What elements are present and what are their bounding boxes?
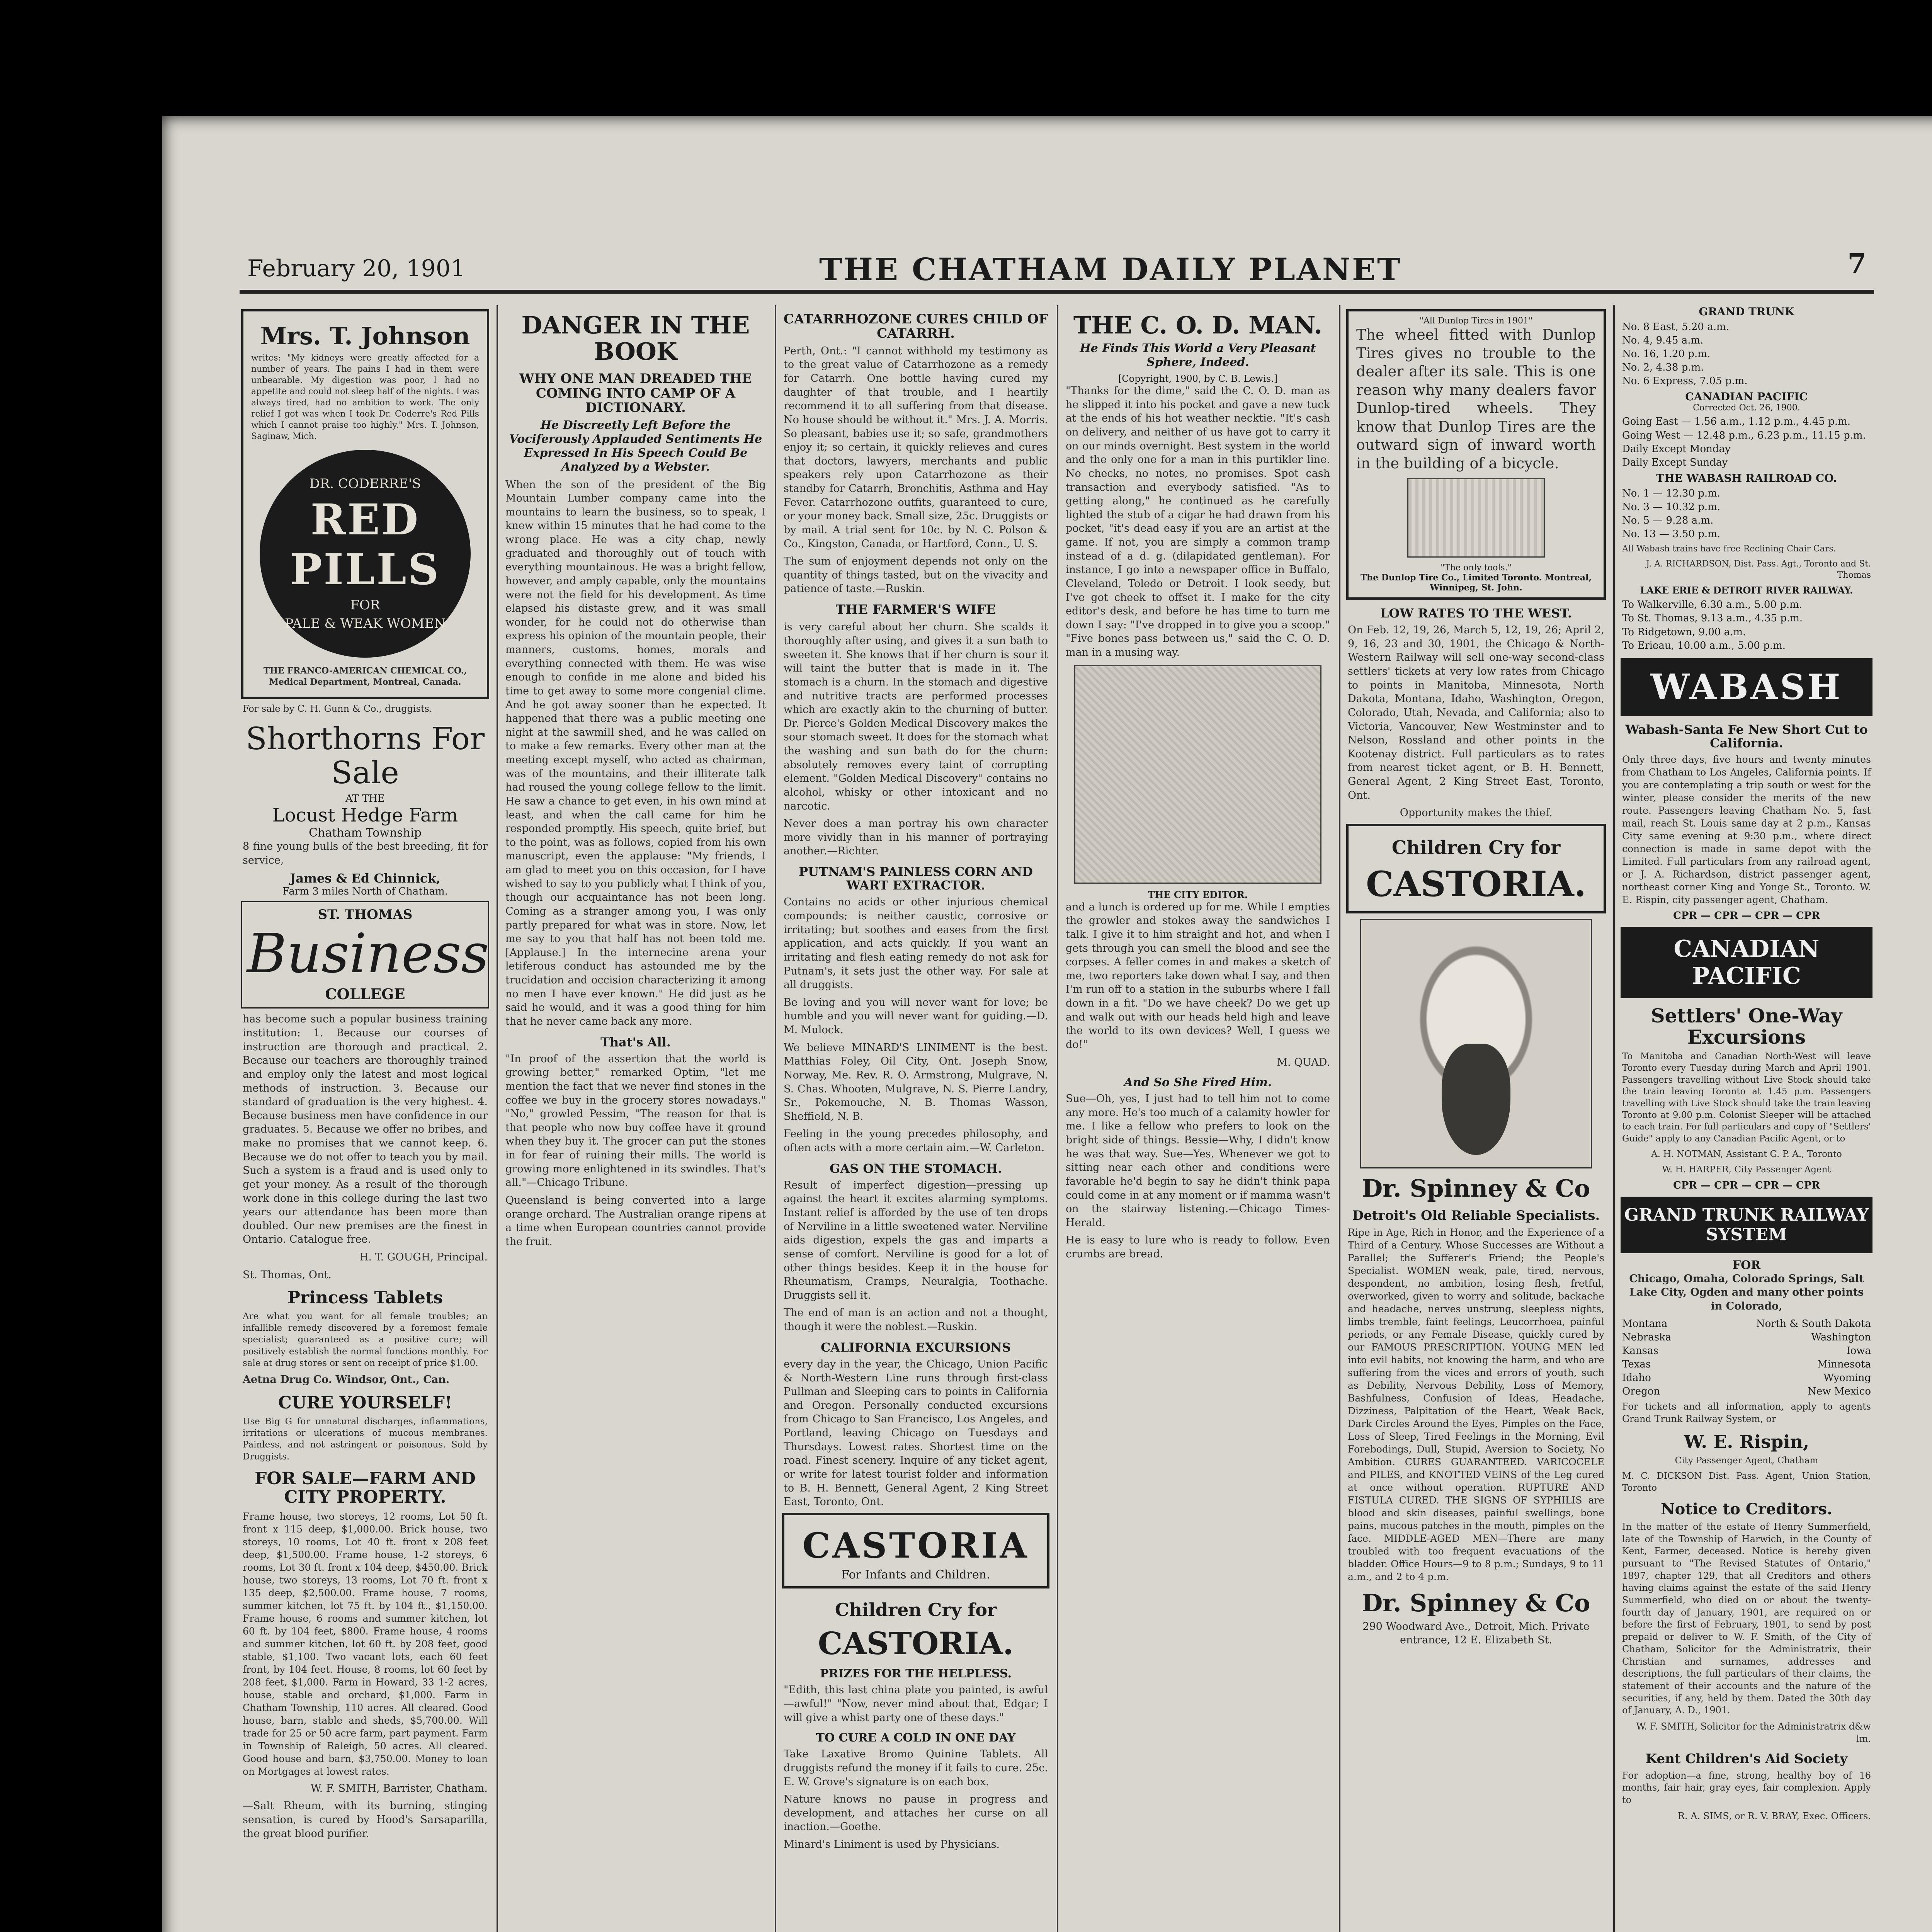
low-rates-text: On Feb. 12, 19, 26, March 5, 12, 19, 26; April 2, 9, 16, 23 and 30, 1901, the Chicago & North-Western Railway will sell one-way second-class settlers' tickets at very low rates from Chicago to points in Manitoba, Minnesota, North Dakota, Montana, Idaho, Washington, Oregon, Colorado, Utah, Nevada, and California; also to Victoria, Vancouver, New Westminster and to Nelson, Rossland and other points in the Kootenay district. Full particulars as to rates from nearest ticket agent, or B. H. Bennett, General Agent, 2 King Street East, Toronto, Ont.	[1348, 624, 1604, 801]
notice-creditors-title: Notice to Creditors.	[1661, 1500, 1832, 1519]
tablets-text: Are what you want for all female troubles; an infallible remedy discovered by a foremost female specialist; guaranteed as a positive cure; will positively establish the normal functions monthly. For sale at drug stores or sent on receipt of price $1.00.	[243, 1311, 488, 1369]
state-left: Montana	[1622, 1318, 1668, 1330]
wabash-note: All Wabash trains have free Reclining Chair Cars.	[1622, 544, 1836, 554]
wabash-logo: WABASH	[1621, 658, 1872, 716]
forsale-title: FOR SALE—FARM AND CITY PROPERTY.	[255, 1468, 476, 1507]
prizes-text: "Edith, this last china plate you painted, is awful—awful!" "Now, never mind about that, Edgar; I will give a whist party one of these days."	[784, 1684, 1048, 1724]
putnam-text: Contains no acids or other injurious chemical compounds; is neither caustic, corrosive or irritating; but soothes and eases from the first application, and acts quickly. If you want an irritating and flesh eating remedy do not ask for Putnam's, it sets just the other way. For sale at all druggists.	[784, 896, 1048, 991]
state-left: Idaho	[1622, 1372, 1651, 1384]
settlers-text: To Manitoba and Canadian North-West will leave Toronto every Tuesday during March and April 1901. Passengers travelling without Live Stock should take the train leaving Toronto at 1.45 p.m. Passengers travelling with Live Stock should take the train leaving Toronto at 9.00 p.m. Colonist Sleeper will be attached to each train. For full particulars and copy of "Settlers' Guide" apply to any Canadian Pacific Agent, or to	[1622, 1051, 1871, 1144]
forsale-sign: W. F. SMITH, Barrister, Chatham.	[310, 1782, 488, 1794]
johnson-text: writes: "My kidneys were greatly affected for a number of years. The pains I had in them were unbearable. My digestion was poor, I had no appetite and could not sleep half of the nights. I was always tired, had no ambition to work. The only relief I got was when I took Dr. Coderre's Red Pills which I cannot praise too highly." Mrs. T. Johnson, Saginaw, Mich.	[251, 353, 479, 442]
city-editor-caption: THE CITY EDITOR.	[1148, 889, 1248, 900]
column-6	[1619, 305, 1874, 1932]
red-pills-company: THE FRANCO-AMERICAN CHEMICAL CO., Medical Department, Montreal, Canada.	[263, 666, 467, 687]
lake-row: To Ridgetown, 9.00 a.m.	[1622, 626, 1746, 638]
state-right: Minnesota	[1817, 1358, 1871, 1370]
putnam-title: PUTNAM'S PAINLESS CORN AND WART EXTRACTOR.	[799, 864, 1033, 893]
mulock-quote: Be loving and you will never want for love; be humble and you will never want for guiding.—D. M. Mulock.	[784, 996, 1048, 1036]
state-row	[1622, 1358, 1871, 1371]
settlers-agent-1: A. H. NOTMAN, Assistant G. P. A., Toronto	[1651, 1149, 1842, 1159]
cp-row: Daily Except Sunday	[1622, 456, 1728, 468]
state-left: Nebraska	[1622, 1331, 1672, 1343]
spinney-subtitle: Detroit's Old Reliable Specialists.	[1352, 1208, 1600, 1223]
wabash-shortcut: Wabash-Santa Fe New Short Cut to California.	[1625, 722, 1868, 750]
red-pills-main: RED PILLS	[290, 495, 440, 595]
children-cry-label-2: Children Cry for	[1391, 837, 1561, 859]
cpr-border-2: CPR — CPR — CPR — CPR	[1673, 1179, 1820, 1191]
gt-row: No. 4, 9.45 a.m.	[1622, 335, 1704, 347]
ruskin-quote-2: The end of man is an action and not a thought, though it were the noblest.—Ruskin.	[784, 1307, 1048, 1333]
college-place: St. Thomas, Ont.	[243, 1269, 332, 1281]
state-row	[1622, 1371, 1871, 1385]
tablets-title: Princess Tablets	[287, 1288, 443, 1308]
page-number: 7	[1847, 247, 1866, 279]
shorthorns-farm: Locust Hedge Farm	[272, 804, 458, 827]
lake-erie-timetable	[1622, 598, 1871, 652]
state-row	[1622, 1331, 1871, 1344]
wabash-text: Only three days, five hours and twenty minutes from Chatham to Los Angeles, California points. If you are contemplating a trip south or west for the winter, please consider the merits of the new route. Passengers leaving Chatham No. 5, fast mail, reach St. Louis same day at 2 p.m., Kansas City same evening at 9:30 p.m., where direct connection is made in same depot with the Limited. Full particulars from any railroad agent, or J. A. Richardson, district passenger agent, northeast corner King and Yonge St., Toronto. W. E. Rispin, city passenger agent, Chatham.	[1622, 754, 1871, 906]
state-right: Iowa	[1846, 1345, 1871, 1357]
dunlop-company: The Dunlop Tire Co., Limited Toronto. Montreal, Winnipeg, St. John.	[1360, 573, 1592, 593]
red-pills-logo	[260, 450, 471, 658]
carleton-quote: Feeling in the young precedes philosophy, and often acts with a more certain aim.—W. Carleton.	[784, 1128, 1048, 1154]
gt-timetable-head: GRAND TRUNK	[1699, 305, 1794, 318]
column-1	[240, 305, 491, 1932]
danger-deck: He Discreetly Left Before the Vociferously Applauded Sentiments He Expressed In His Speech Could Be Analyzed by a Webster.	[509, 418, 762, 474]
johnson-title: Mrs. T. Johnson	[260, 322, 470, 350]
farmers-wife-text: is very careful about her churn. She scalds it thoroughly after using, and gives it a sun bath to sweeten it. She knows that if her churn is sour it will taint the butter that is made in it. The stomach is a churn. In the stomach and digestive and nutritive tracts are performed processes which are exactly akin to the churning of butter. Dr. Pierce's Golden Medical Discovery makes the sour stomach sweet. It does for the stomach what the washing and sun bath do for the churn: absolutely removes every taint of corrupting element. "Golden Medical Discovery" contains no alcohol, whisky or other intoxicant and no narcotic.	[784, 621, 1048, 812]
childrens-aid-title: Kent Children's Aid Society	[1645, 1751, 1848, 1767]
gas-title: GAS ON THE STOMACH.	[829, 1161, 1002, 1176]
thats-all-title: That's All.	[600, 1034, 671, 1049]
farmers-wife-title: THE FARMER'S WIFE	[835, 602, 996, 618]
richter-quote: Never does a man portray his own character more vividly than in his manner of portraying another.—Richter.	[784, 818, 1048, 857]
cod-sign: M. QUAD.	[1277, 1056, 1330, 1068]
column-5	[1345, 305, 1607, 1932]
wabash-agent: J. A. RICHARDSON, Dist. Pass. Agt., Toronto and St. Thomas	[1646, 559, 1871, 580]
wabash-row: No. 5 — 9.28 a.m.	[1622, 515, 1714, 527]
low-rates-title: LOW RATES TO THE WEST.	[1380, 606, 1572, 621]
red-pills-bottom: PALE & WEAK WOMEN	[284, 616, 446, 632]
catarrh-title: CATARRHOZONE CURES CHILD OF CATARRH.	[783, 311, 1048, 342]
shorthorns-text: 8 fine young bulls of the best breeding, fit for service,	[243, 840, 488, 866]
wabash-timetable	[1622, 487, 1871, 541]
cp-row: Going East — 1.56 a.m., 1.12 p.m., 4.45 p.m.	[1622, 416, 1851, 428]
opportunity-text: Opportunity makes the thief.	[1400, 807, 1553, 819]
castoria-2: CASTORIA.	[818, 1625, 1014, 1662]
shorthorns-ad	[240, 722, 491, 897]
canadian-pacific-logo: CANADIAN PACIFIC	[1621, 927, 1872, 998]
grand-trunk-logo: GRAND TRUNK RAILWAY SYSTEM	[1621, 1197, 1872, 1253]
childrens-aid-text: For adoption—a fine, strong, healthy boy of 16 months, fair hair, gray eyes, fair complexion. Apply to	[1622, 1770, 1871, 1805]
gtr-info: For tickets and all information, apply to agents Grand Trunk Railway System, or	[1622, 1401, 1871, 1424]
column-2	[502, 305, 769, 1932]
red-pills-sale: For sale by C. H. Gunn & Co., druggists.	[243, 703, 432, 714]
red-pills-top: DR. CODERRE'S	[309, 476, 421, 492]
cure-cold-title: TO CURE A COLD IN ONE DAY	[816, 1731, 1016, 1745]
state-row	[1622, 1317, 1871, 1331]
cp-row: Going West — 12.48 p.m., 6.23 p.m., 11.15 p.m.	[1622, 429, 1866, 441]
gt-row: No. 2, 4.38 p.m.	[1622, 362, 1704, 374]
newspaper-title: THE CHATHAM DAILY PLANET	[819, 251, 1402, 287]
dunlop-tools: "The only tools."	[1440, 563, 1512, 573]
column-4	[1063, 305, 1333, 1932]
castoria-ad	[782, 1513, 1049, 1588]
gtr-for: FOR	[1732, 1258, 1761, 1272]
dunlop-head: "All Dunlop Tires in 1901"	[1419, 316, 1533, 326]
state-row	[1622, 1385, 1871, 1398]
shorthorns-at: AT THE	[345, 793, 385, 805]
shorthorns-town: Chatham Township	[309, 826, 422, 840]
danger-title: DANGER IN THE BOOK	[521, 311, 750, 366]
lake-row: To Erieau, 10.00 a.m., 5.00 p.m.	[1622, 639, 1786, 651]
minard-physicians: Minard's Liniment is used by Physicians.	[784, 1838, 1000, 1851]
college-text: has become such a popular business training institution: 1. Because our courses of instruction are thorough and practical. 2. Because our teachers are thoroughly trained and employ only the latest and most logical methods of instruction. 3. Because our standard of graduation is the very highest. 4. Because business men have confidence in our graduates. 5. Because we offer no bribes, and make no promises that we cannot keep. 6. Because we do not offer to teach you by mail. Such a system is a fraud and is used only to get your money. As a result of the thorough work done in this college during the last two years our attendance has been more than doubled. Our new premises are the finest in Ontario. Catalogue free.	[243, 1013, 488, 1246]
cp-row: Daily Except Monday	[1622, 443, 1731, 455]
newspaper-sheet	[162, 116, 1932, 1932]
cure-yourself-text: Use Big G for unnatural discharges, inflammations, irritations or ulcerations of mucous membranes. Painless, and not astringent or poisonous. Sold by Druggists.	[243, 1416, 488, 1462]
state-row	[1622, 1344, 1871, 1358]
column-rule	[775, 305, 776, 1932]
gt-timetable	[1622, 320, 1871, 388]
masthead	[240, 243, 1874, 294]
wabash-row: No. 1 — 12.30 p.m.	[1622, 487, 1721, 499]
danger-body: When the son of the president of the Big Mountain Lumber company came into the mountains to learn the business, so to speak, I knew within 15 minutes that he had come to the wrong place. He was a city chap, newly graduated and thoroughly out of touch with everything mountainous. He was a bright fellow, however, and amply capable, only the mountains were not the field for his development. As time elapsed his distaste grew, and it was small wonder, for he could not do otherwise than express his opinion of the mountain people, their manners, customs, homes, morals and everything connected with them. He was wise enough to confide in me alone and bided his time to get away to some more congenial clime. And he got away sooner than he expected. It happened that there was a public meeting one night at the sawmill shed, and he was called on to make a few remarks. Every other man at the meeting except myself, who acted as chairman, was of the mountains, and their illiterate talk had roused the young college fellow to the limit. He saw a chance to get even, in his own mind at least, and when the call came for him he responded promptly. His speech, quite brief, but to the point, was as follows, copied from his own manuscript, even the applause: "My friends, I am glad to meet you on this occasion, for I have wished to say to you publicly what I think of you, though our acquaintance has not been long. Coming as a stranger among you, I was only partly prepared for what was in store. Now, let me say to you that half has not been told me. [Applause.] In the internecine arena your letiferous conduct has astounded me by the trucidation and occision characterizing it among no men I have ever known." He did just as he said he would, and it was a good thing for him that he never came back any more.	[505, 478, 766, 1027]
state-left: Texas	[1622, 1358, 1651, 1370]
cod-copyright: [Copyright, 1900, by C. B. Lewis.]	[1118, 373, 1278, 384]
gtr-dickson: M. C. DICKSON Dist. Pass. Agent, Union Station, Toronto	[1622, 1471, 1871, 1493]
cod-body: "Thanks for the dime," said the C. O. D. man as he slipped it into his pocket and gave a new tuck at the ends of his hot weather necktie. "It's cash on delivery, and neither of us have got to carry it on our minds overnight. Best system in the world and the only one for a man in this purtikler line. No checks, no notes, no promises. Spot cash transaction and everybody satisfied. "As to getting along," he continued as he carefully lighted the stub of a cigar he had drawn from his pocket, "it's dead easy if you are an artist at the game. If not, you are simply a common tramp instead of a d. g. (dilapidated gentleman). For instance, I go into a newspaper office in Buffalo, Cleveland, Toledo or Detroit. I look seedy, but I've got cheek to offset it. I make for the city editor's desk, and before he has time to turn me down I say: "I've dropped in to give you a scoop." "Five bones pass between us," said the C. O. D. man in a musing way.	[1066, 385, 1330, 659]
cod-deck: He Finds This World a Very Pleasant Sphere, Indeed.	[1080, 342, 1316, 369]
ruskin-quote: The sum of enjoyment depends not only on the quantity of things tasted, but on the vivacity and patience of taste.—Ruskin.	[784, 555, 1048, 595]
wabash-row: No. 3 — 10.32 p.m.	[1622, 501, 1721, 513]
dunlop-ad	[1346, 309, 1606, 600]
dunlop-hands-icon	[1407, 478, 1545, 558]
thats-all-text: "In proof of the assertion that the world is growing better," remarked Optim, "let me mention the fact that we never find stones in the coffee we buy in the grocery stores nowadays." "No," growled Pessim, "The reason for that is that people who now buy coffee have it ground when they buy it. The grocer can put the stones in for fear of ruining their mills. The world is growing more enlightened in its swindles. That's all."—Chicago Tribune.	[505, 1053, 766, 1189]
catarrh-text: Perth, Ont.: "I cannot withhold my testimony as to the great value of Catarrhozone as a remedy for Catarrh. One bottle having cured my daughter of that trouble, and I heartily recommend it to all suffering from that disease. No house should be without it." Mrs. J. A. Morris. So pleasant, babies use it; so safe, grandmothers enjoy it; so certain, it quickly relieves and cures that doctors, lawyers, merchants and public speakers rely upon Catarrhozone as their standby for Catarrh, Bronchitis, Asthma and Hay Fever. Catarrhozone outfits, guaranteed to cure, or your money back. Small size, 25c. Druggists or by mail. A trial sent for 10c. by N. C. Polson & Co., Kingston, Canada, or Hartford, Conn., U. S.	[784, 345, 1048, 550]
business-college-ad	[241, 901, 489, 1009]
cure-cold-text: Take Laxative Bromo Quinine Tablets. All druggists refund the money if it fails to cure. 25c. E. W. Grove's signature is on each box.	[784, 1748, 1048, 1788]
salt-rheum-text: —Salt Rheum, with its burning, stinging sensation, is cured by Hood's Sarsaparilla, the great blood purifier.	[243, 1800, 488, 1840]
red-pills-ad	[241, 309, 489, 699]
spinney-title: Dr. Spinney & Co	[1362, 1174, 1590, 1202]
fired-text: Sue—Oh, yes, I just had to tell him not to come any more. He's too much of a calamity howler for me. I like a fellow who prefers to look on the bright side of things. Bessie—Why, I didn't know he was that way. Sue—Yes. Whenever we got to sitting near each other and conditions were favorable he'd begin to say he didn't think papa could come in at any moment or if mamma wasn't on the stairway listening.—Chicago Times-Herald.	[1066, 1093, 1330, 1229]
cp-timetable-head: CANADIAN PACIFIC	[1685, 390, 1808, 403]
state-right: Washington	[1811, 1331, 1871, 1343]
shorthorns-loc: Farm 3 miles North of Chatham.	[282, 886, 448, 898]
prizes-title: PRIZES FOR THE HELPLESS.	[820, 1667, 1012, 1681]
spinney-address: 290 Woodward Ave., Detroit, Mich. Private entrance, 12 E. Elizabeth St.	[1362, 1620, 1590, 1646]
spinney-footer: Dr. Spinney & Co	[1362, 1589, 1590, 1617]
california-title: CALIFORNIA EXCURSIONS	[820, 1340, 1011, 1355]
college-sign: H. T. GOUGH, Principal.	[359, 1251, 488, 1264]
notice-creditors-sign: W. F. SMITH, Solicitor for the Administratrix d&w lm.	[1636, 1721, 1871, 1744]
city-editor-illustration	[1074, 665, 1321, 884]
lake-erie-head: LAKE ERIE & DETROIT RIVER RAILWAY.	[1640, 585, 1853, 596]
gtr-agent-title: City Passenger Agent, Chatham	[1675, 1456, 1818, 1466]
childrens-aid-sign: R. A. SIMS, or R. V. BRAY, Exec. Officers.	[1677, 1810, 1871, 1821]
column-rule	[1613, 305, 1615, 1932]
tablets-company: Aetna Drug Co. Windsor, Ont., Can.	[243, 1374, 450, 1386]
state-right: New Mexico	[1808, 1386, 1871, 1397]
forsale-text: Frame house, two storeys, 12 rooms, Lot 50 ft. front x 115 deep, $1,000.00. Brick house, two storeys, 10 rooms, Lot 40 ft. front x 208 feet deep, $1,500.00. Frame house, 1-2 storeys, 6 rooms, Lot 30 ft. front x 104 deep, $450.00. Brick house, two storeys, 13 rooms, Lot 70 ft. front x 135 deep, $2,500.00. Frame house, 7 rooms, summer kitchen, lot 75 ft. by 104 ft., $1,150.00. Frame house, 6 rooms and summer kitchen, lot 60 ft. by 104 feet, $800. Frame house, 4 rooms and summer kitchen, lot 60 ft. by 208 feet, good stable, $1,100. Two vacant lots, each 60 feet front, by 104 feet. House, 8 rooms, lot 60 feet by 208 feet, $1,000. Farm in Howard, 33 1-2 acres, house, stable and orchard, $1,000. Farm in Chatham Township, 110 acres. All cleared. Good house, barn, stable and sheds, $5,700.00. Will trade for 25 or 50 acre farm, part payment. Farm in Township of Raleigh, 50 acres. All cleared. Good house and barn, $3,750.00. Money to loan on Mortgages at lowest rates.	[243, 1510, 488, 1777]
queensland-text: Queensland is being converted into a large orange orchard. The Australian orange ripens at a time when European countries cannot provide the fruit.	[505, 1194, 766, 1248]
cpr-border: CPR — CPR — CPR — CPR	[1673, 910, 1820, 922]
gas-text: Result of imperfect digestion—pressing up against the heart it excites alarming symptoms. Instant relief is afforded by the use of ten drops of Nerviline in a little sweetened water. Nerviline aids digestion, expels the gas and imparts a sense of comfort. Nerviline is good for a lot of other things besides. Keep it in the house for Rheumatism, Cramps, Neuralgia, Toothache. Druggists sell it.	[784, 1179, 1048, 1301]
gt-row: No. 6 Express, 7.05 p.m.	[1622, 375, 1748, 387]
settlers-title: Settlers' One-Way Excursions	[1651, 1004, 1842, 1049]
fired-title: And So She Fired Him.	[1124, 1076, 1272, 1090]
children-cry-label: Children Cry for	[835, 1599, 997, 1620]
gtr-states	[1622, 1317, 1871, 1399]
minard-testimonial: We believe MINARD'S LINIMENT is the best. Matthias Foley, Oil City, Ont. Joseph Snow, Norway, Me. Rev. R. O. Armstrong, Mulgrave, N. S. Chas. Whooten, Mulgrave, N. S. Pierre Landry, Sr., Pokemouche, N. B. Thomas Wasson, Sheffield, N. B.	[784, 1041, 1048, 1122]
cure-yourself-title: CURE YOURSELF!	[278, 1393, 452, 1413]
column-3	[781, 305, 1051, 1932]
cod-body-2: and a lunch is ordered up for me. While I empties the growler and stokes away the sandwiches I talk. I give it to him straight and hot, and when I gets through you can smell the blood and see the corpses. A feller comes in and makes a sketch of me, two reporters take down what I say, and then I'm run off to a station in the suburbs where I fall down in a fit. "Do we have cheek? Do we get up and walk out with our heads held high and leave the world to its own devices? Well, I guess we do!"	[1066, 901, 1330, 1051]
column-rule	[497, 305, 498, 1932]
gtr-text: Chicago, Omaha, Colorado Springs, Salt Lake City, Ogden and many other points in Colorado,	[1629, 1272, 1864, 1312]
castoria-main: CASTORIA	[802, 1525, 1029, 1566]
danger-subtitle: WHY ONE MAN DREADED THE COMING INTO CAMP OF A DICTIONARY.	[519, 371, 752, 416]
settlers-agent-2: W. H. HARPER, City Passenger Agent	[1662, 1165, 1831, 1175]
red-pills-for: FOR	[350, 597, 380, 613]
gt-row: No. 16, 1.20 p.m.	[1622, 348, 1711, 360]
cp-timetable	[1622, 415, 1871, 469]
cod-title: THE C. O. D. MAN.	[1073, 311, 1323, 339]
spinney-text: Ripe in Age, Rich in Honor, and the Experience of a Third of a Century. Whose Successes are Without a Parallel; the Sufferer's Friend; the People's Specialist. WOMEN weak, pale, tired, nervous, despondent, no ambition, losing flesh, fretful, overworked, given to worry and solitude, backache and headache, nerves unstrung, sleepless nights, limbs tremble, faint feelings, Leucorrhoea, painful periods, or any Female Disease, quickly cured by our FAMOUS PRESCRIPTION. YOUNG MEN led into evil habits, not knowing the harm, and who are suffering from the vices and errors of youth, such as Debility, Nervous Debility, Loss of Memory, Bashfulness, Confusion of Ideas, Headache, Dizziness, Palpitation of the Heart, Weak Back, Dark Circles Around the Eyes, Pimples on the Face, Loss of Sleep, Tired Feelings in the Morning, Evil Forebodings, Dull, Stupid, Aversion to Society, No Ambition. CURES GUARANTEED. VARICOCELE and PILES, and KNOTTED VEINS of the Leg cured at once without operation. RUPTURE AND FISTULA CURED. THE SIGNS OF SYPHILIS are blood and skin diseases, painful swellings, bone pains, mucous patches in the mouth, pimples on the face. MIDDLE-AGED MEN—There are many troubled with too frequent evacuations of the bladder. Office Hours—9 to 8 p.m.; Sundays, 9 to 11 a.m., and 2 to 4 p.m.	[1348, 1227, 1604, 1583]
cp-note: Corrected Oct. 26, 1900.	[1693, 403, 1800, 413]
state-left: Oregon	[1622, 1386, 1660, 1397]
goethe-quote: Nature knows no pause in progress and development, and attaches her curse on all inaction.—Goethe.	[784, 1793, 1048, 1833]
lake-row: To St. Thomas, 9.13 a.m., 4.35 p.m.	[1622, 612, 1803, 624]
column-rule	[1057, 305, 1058, 1932]
wabash-row: No. 13 — 3.50 p.m.	[1622, 528, 1721, 540]
dunlop-text: The wheel fitted with Dunlop Tires gives no trouble to the dealer after its sale. This is one reason why many dealers favor Dunlop-tired wheels. They know that Dunlop Tires are the outward sign of inward worth in the building of a bicycle.	[1356, 326, 1596, 472]
gtr-agent: W. E. Rispin,	[1684, 1431, 1810, 1452]
gt-row: No. 8 East, 5.20 a.m.	[1622, 321, 1729, 333]
lake-row: To Walkerville, 6.30 a.m., 5.00 p.m.	[1622, 599, 1802, 611]
college-script: Business	[247, 922, 489, 986]
beard-shape	[1442, 1044, 1510, 1155]
castoria-ad-2	[1346, 824, 1606, 913]
dr-spinney-portrait	[1360, 919, 1592, 1168]
california-text: every day in the year, the Chicago, Union Pacific & North-Western Line runs through first-class Pullman and Sleeping cars to points in California and Oregon. Personally conducted excursions from Chicago to San Francisco, Los Angeles, and Portland, leaving Chicago on Tuesdays and Thursdays. Lowest rates. Shortest time on the road. Finest scenery. Inquire of any ticket agent, or write for latest tourist folder and information to B. H. Bennett, General Agent, 2 King Street East, Toronto, Ont.	[784, 1358, 1048, 1508]
castoria-3: CASTORIA.	[1366, 863, 1586, 905]
state-left: Kansas	[1622, 1345, 1658, 1357]
state-right: Wyoming	[1823, 1372, 1871, 1384]
wabash-timetable-head: THE WABASH RAILROAD CO.	[1656, 471, 1837, 485]
crumbs-text: He is easy to lure who is ready to follow. Even crumbs are bread.	[1066, 1234, 1330, 1260]
shorthorns-owner: James & Ed Chinnick,	[290, 871, 440, 886]
castoria-for: For Infants and Children.	[841, 1568, 990, 1582]
column-rule	[1339, 305, 1340, 1932]
issue-date: February 20, 1901	[247, 255, 466, 282]
notice-creditors-text: In the matter of the estate of Henry Summerfield, late of the Township of Harwich, in the County of Kent, Farmer, deceased. Notice is hereby given pursuant to "The Revised Statutes of Ontario," 1897, chapter 129, that all Creditors and others having claims against the estate of the said Henry Summerfield, who died on or about the twenty-fourth day of January, 1901, are required on or before the first of February, 1901, to send by post prepaid or deliver to W. F. Smith, of the City of Chatham, Solicitor for the Administratrix, their Christian and surnames, addresses and descriptions, the full particulars of their claims, the statement of their accounts and the nature of the securities, if any, held by them. Dated the 30th day of January, A. D., 1901.	[1622, 1521, 1871, 1716]
shorthorns-title: Shorthorns For Sale	[245, 721, 485, 791]
college-city: ST. THOMAS	[318, 907, 413, 923]
page-content	[240, 243, 1874, 1932]
college-word: COLLEGE	[325, 985, 405, 1003]
state-right: North & South Dakota	[1756, 1318, 1871, 1330]
